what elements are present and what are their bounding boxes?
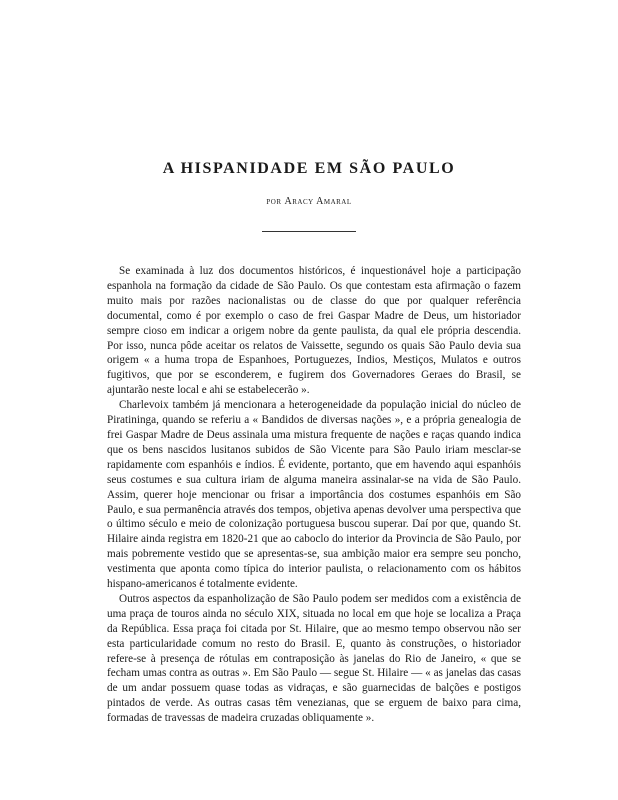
byline-prefix: por xyxy=(266,196,282,207)
article-title: A HISPANIDADE EM SÃO PAULO xyxy=(162,160,456,177)
title-divider xyxy=(262,231,356,232)
author-name: Aracy Amaral xyxy=(284,196,352,207)
byline xyxy=(0,196,618,207)
paragraph: Se examinada à luz dos documentos históricos, é inquestionável hoje a participação espanhola na formação da cidade de São Paulo. Os que contestam esta afirmação o fazem muito mais por razões nacionalistas ou de classe do que por qualquer referência documental, como é por exemplo o caso de frei Gaspar Madre de Deus, um historiador sempre cioso em indicar a origem nobre da gente paulista, da qual ele própria descendia. Por isso, nunca pôde aceitar os relatos de Vaissette, segundo os quais São Paulo devia sua origem « a huma tropa de Espanhoes, Portuguezes, Indios, Mestiços, Mulatos e outros fugitivos, que por se esconderem, e fugirem dos Governadores Geraes do Brasil, se ajuntarão neste local e ahi se estabelecerão ». xyxy=(107,265,521,397)
paragraph: Charlevoix também já mencionara a heterogeneidade da população inicial do núcleo de Piratininga, quando se referiu a « Bandidos de diversas nações », e a própria genealogia de frei Gaspar Madre de Deus assinala uma mistura frequente de nações e raças quando indica que os bens nascidos lusitanos subidos de São Vicente para São Paulo iriam mesclar-se rapidamente com espanhóis e índios. É evidente, portanto, que em havendo aqui espanhóis seus costumes e sua cultura iriam de alguma maneira assinalar-se na vida de São Paulo. Assim, querer hoje mencionar ou frisar a importância dos costumes espanhóis em São Paulo, e sua permanência através dos tempos, objetiva apenas devolver uma perspectiva que o último século e meio de colonização portuguesa buscou superar. Daí por que, quando St. Hilaire ainda registra em 1820-21 que ao caboclo do interior da Provincia de São Paulo, por mais pobremente vestido que se apresentas-se, sua ambição maior era sempre seu poncho, vestimenta que aponta como típica do interior paulista, o relacionamento com os hábitos hispano-americanos é totalmente evidente. xyxy=(107,399,521,591)
article-body xyxy=(107,264,521,726)
paragraph: Outros aspectos da espanholização de São Paulo podem ser medidos com a existência de uma praça de touros ainda no século XIX, situada no local em que hoje se localiza a Praça da República. Essa praça foi citada por St. Hilaire, que ao mesmo tempo observou não ser esta particularidade comum no resto do Brasil. E, quanto às construções, o historiador refere-se à presença de rótulas em contraposição às janelas do Rio de Janeiro, « que se fecham umas contra as outras ». Em São Paulo — segue St. Hilaire — « as janelas das casas de um andar possuem quase todas as vidraças, e são guarnecidas de balções e postigos pintados de verde. As outras casas têm venezianas, que se erguem de baixo para cima, formadas de travessas de madeira cruzadas obliquamente ». xyxy=(107,592,521,725)
